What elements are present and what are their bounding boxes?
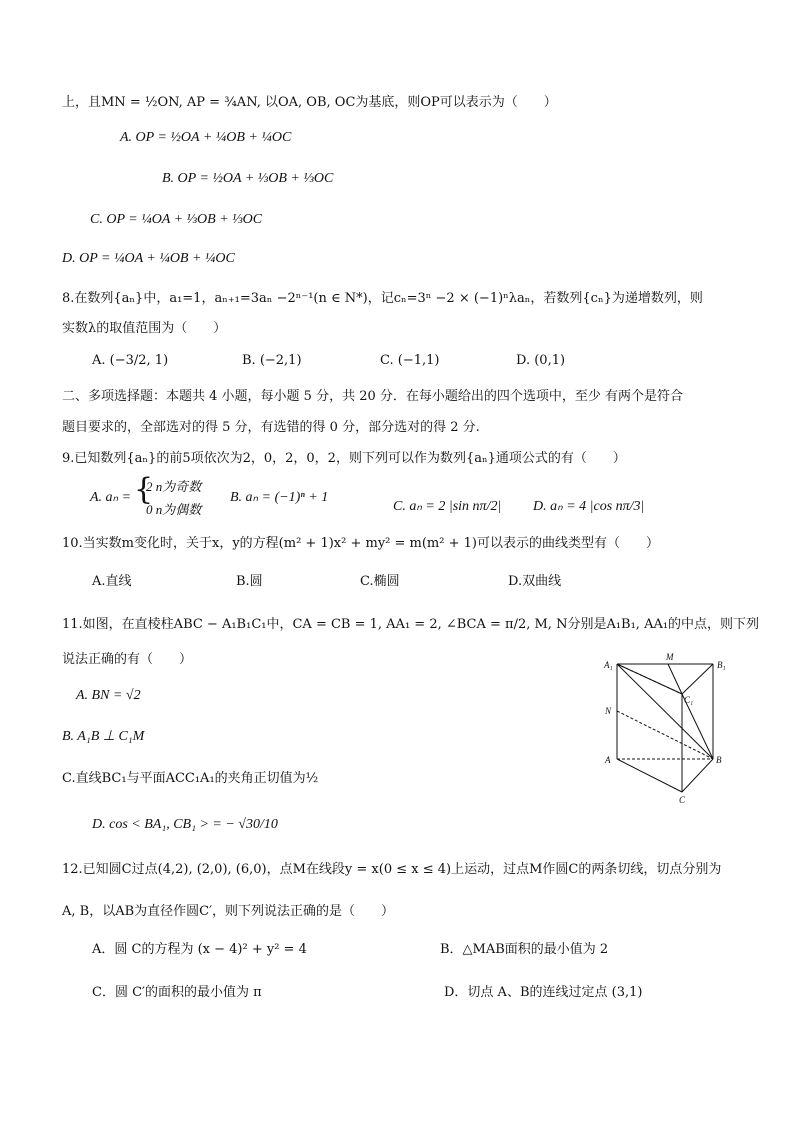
q8-option-a: A. (−3/2, 1) (92, 353, 169, 368)
q8-option-c: C. (−1,1) (380, 353, 440, 368)
q9-option-b: B. aₙ = (−1)ⁿ + 1 (230, 490, 329, 505)
q10-stem: 10.当实数m变化时，关于x，y的方程(m² + 1)x² + my² = m(m² + 1)可以表示的曲线类型有（ ） (62, 536, 659, 551)
q7-option-c: C. OP = ¼OA + ⅓OB + ⅓OC (90, 212, 263, 227)
q7-option-b: B. OP = ½OA + ⅓OB + ⅓OC (162, 171, 334, 186)
prism-figure (600, 652, 740, 812)
label-n: N (605, 706, 612, 716)
label-a1: A₁ (604, 660, 613, 670)
q12-stem-line1: 12.已知圆C过点(4,2), (2,0), (6,0)，点M在线段y = x(0 ≤ x ≤ 4)上运动，过点M作圆C的两条切线，切点分别为 (62, 862, 722, 877)
q12-option-a: A．圆 C的方程为 (x − 4)² + y² = 4 (92, 942, 307, 957)
q9-option-a-label: A. aₙ = (90, 490, 132, 505)
section2-line1: 二、多项选择题：本题共 4 小题，每小题 5 分，共 20 分．在每小题给出的四个选项中，至少 有两个是符合 (62, 389, 684, 404)
q7-stem: 上，且MN = ½ON, AP = ¾AN, 以OA, OB, OC为基底，则OP可以表示为（ ） (62, 95, 557, 110)
q11-stem-line2: 说法正确的有（ ） (62, 652, 193, 667)
label-c: C (679, 795, 686, 805)
q9-option-a-case2: 0 n为偶数 (146, 502, 202, 517)
q8-option-d: D. (0,1) (516, 353, 566, 368)
q10-option-d: D.双曲线 (508, 574, 562, 589)
q11-option-d: D. cos < BA₁, CB₁ > = − √30/10 (92, 817, 278, 832)
label-m: M (666, 652, 674, 662)
q8-option-b: B. (−2,1) (242, 353, 302, 368)
q7-option-d: D. OP = ¼OA + ¼OB + ¼OC (62, 251, 235, 266)
q9-option-d: D. aₙ = 4 |cos nπ/3| (533, 499, 645, 514)
q12-option-c: C．圆 C′的面积的最小值为 π (92, 985, 262, 1000)
q8-stem-line1: 8.在数列{aₙ}中，a₁=1，aₙ₊₁=3aₙ −2ⁿ⁻¹(n ∈ N*)，记cₙ=3ⁿ −2 × (−1)ⁿλaₙ，若数列{cₙ}为递增数列，则 (62, 291, 703, 306)
q12-option-d: D．切点 A、B的连线过定点 (3,1) (444, 985, 643, 1000)
q7-option-a: A. OP = ½OA + ¼OB + ¼OC (120, 130, 292, 145)
label-b1: B₁ (717, 660, 726, 670)
q9-option-a-case1: 2 n为奇数 (146, 479, 202, 494)
q12-stem-line2: A, B，以AB为直径作圆C′，则下列说法正确的是（ ） (62, 904, 395, 919)
q9-brace: { (134, 472, 154, 507)
label-c1: C₁ (684, 695, 694, 705)
q10-option-b: B.圆 (236, 574, 263, 589)
q11-option-a: A. BN = √2 (76, 688, 141, 703)
q9-option-c: C. aₙ = 2 |sin nπ/2| (393, 499, 502, 514)
section2-line2: 题目要求的，全部选对的得 5 分，有选错的得 0 分，部分选对的得 2 分. (62, 420, 480, 435)
q8-stem-line2: 实数λ的取值范围为（ ） (62, 321, 227, 336)
q9-stem: 9.已知数列{aₙ}的前5项依次为2，0，2，0，2，则下列可以作为数列{aₙ}通项公式的有（ ） (62, 451, 626, 466)
label-b: B (716, 755, 722, 765)
q11-option-c: C.直线BC₁与平面ACC₁A₁的夹角正切值为½ (62, 771, 319, 786)
q10-option-c: C.椭圆 (360, 574, 400, 589)
q11-stem-line1: 11.如图，在直棱柱ABC − A₁B₁C₁中，CA = CB = 1, AA₁ = 2, ∠BCA = π/2, M, N分别是A₁B₁, AA₁的中点，则下列 (62, 617, 760, 632)
q12-option-b: B．△MAB面积的最小值为 2 (440, 942, 609, 957)
q10-option-a: A.直线 (92, 574, 132, 589)
q11-option-b: B. A₁B ⊥ C₁M (62, 729, 145, 744)
label-a: A (605, 755, 611, 765)
